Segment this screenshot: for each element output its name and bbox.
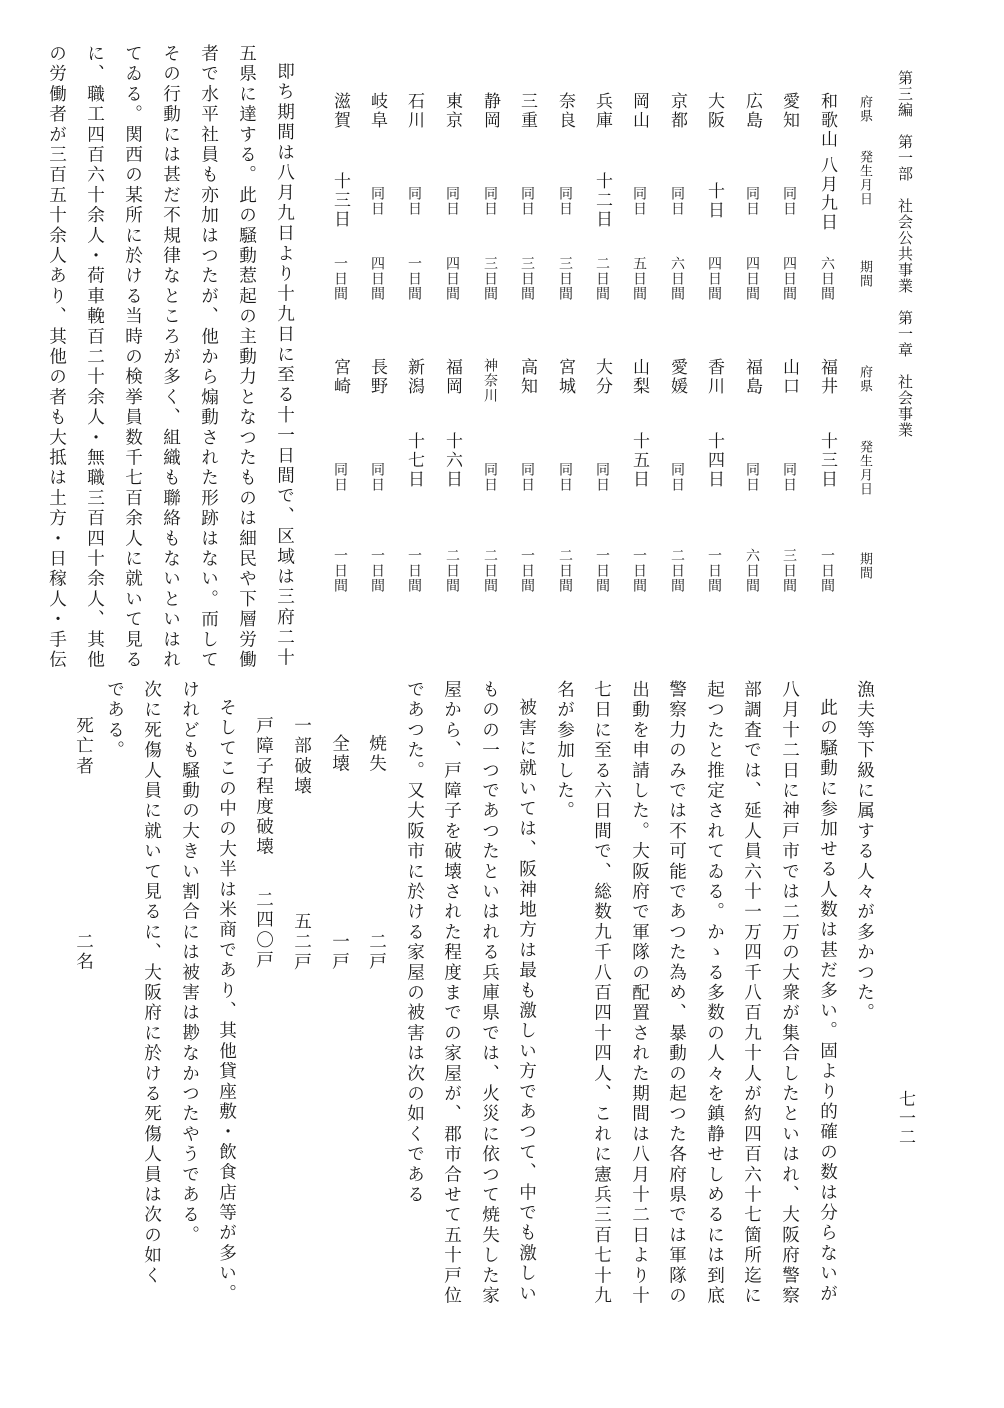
text-line: 名が参加した。 bbox=[554, 680, 575, 822]
damage-value: 二戸 bbox=[366, 932, 387, 973]
table-cell: 京都 bbox=[667, 92, 687, 130]
table-cell: 東京 bbox=[442, 92, 462, 130]
table-cell: 六日間 bbox=[744, 548, 760, 593]
table-cell: 愛知 bbox=[779, 92, 799, 130]
table-cell: 奈良 bbox=[555, 92, 575, 130]
table-cell: 二日間 bbox=[557, 548, 573, 593]
text-line: てゐる。関西の某所に於ける当時の検挙員数千七百余人に就いて見る bbox=[122, 44, 143, 671]
table-header-date-2: 発生月日 bbox=[857, 440, 872, 496]
text-line: 漁夫等下級に属する人々が多かつた。 bbox=[854, 680, 875, 1024]
table-cell: 同日 bbox=[669, 462, 685, 492]
table-cell: 十三日 bbox=[330, 172, 350, 229]
table-cell: 同日 bbox=[369, 462, 385, 492]
table-header-period-2: 期間 bbox=[857, 552, 872, 580]
table-cell: 同日 bbox=[482, 186, 498, 216]
table-cell: 大阪 bbox=[704, 92, 724, 130]
table-cell: 一日間 bbox=[332, 256, 348, 301]
table-cell: 二日間 bbox=[482, 548, 498, 593]
damage-label: 一部破壊 bbox=[291, 716, 312, 797]
table-cell: 同日 bbox=[444, 186, 460, 216]
table-cell: 新潟 bbox=[404, 358, 424, 396]
table-cell: 福島 bbox=[742, 358, 762, 396]
table-cell: 八月九日 bbox=[817, 156, 837, 232]
table-cell: 三日間 bbox=[557, 256, 573, 301]
table-cell: 十二日 bbox=[592, 172, 612, 229]
table-cell: 山口 bbox=[779, 358, 799, 396]
table-cell: 同日 bbox=[744, 186, 760, 216]
damage-label: 戸障子程度破壊 bbox=[253, 716, 274, 858]
table-cell: 同日 bbox=[669, 186, 685, 216]
table-cell: 一日間 bbox=[819, 548, 835, 593]
table-cell: 滋賀 bbox=[330, 92, 350, 130]
table-cell: 同日 bbox=[557, 462, 573, 492]
table-cell: 一日間 bbox=[631, 548, 647, 593]
text-line: けれども騒動の大きい割合には被害は尠なかつたやうである。 bbox=[179, 680, 200, 1246]
table-cell: 十日 bbox=[704, 182, 724, 220]
table-cell: 四日間 bbox=[781, 256, 797, 301]
text-line: 即ち期間は八月九日より十九日に至る十一日間で、区域は三府二十 bbox=[274, 62, 295, 668]
damage-label: 焼失 bbox=[366, 734, 387, 775]
text-line: 起つたと推定されてゐる。かゝる多数の人々を鎮静せしめるには到底 bbox=[704, 680, 725, 1307]
table-cell: 一日間 bbox=[519, 548, 535, 593]
table-cell: 二日間 bbox=[444, 548, 460, 593]
text-line: ものの一つであつたといはれる兵庫県では、火災に依つて焼失した家 bbox=[479, 680, 500, 1307]
table-cell: 石川 bbox=[404, 92, 424, 130]
text-line: 此の騒動に参加せる人数は甚だ多い。固より的確の数は分らないが bbox=[817, 698, 838, 1304]
table-cell: 三日間 bbox=[519, 256, 535, 301]
text-line: 屋から、戸障子を破壊された程度までの家屋が、郡市合せて五十戸位 bbox=[441, 680, 462, 1307]
text-line: である。 bbox=[104, 680, 125, 761]
damage-value: 五二戸 bbox=[291, 912, 312, 973]
table-cell: 十五日 bbox=[629, 432, 649, 489]
table-cell: 同日 bbox=[744, 462, 760, 492]
table-cell: 山梨 bbox=[629, 358, 649, 396]
table-cell: 岐阜 bbox=[367, 92, 387, 130]
text-line: 警察力のみでは不可能であつた為め、暴動の起つた各府県では軍隊の bbox=[666, 680, 687, 1307]
text-line: 被害に就いては、阪神地方は最も激しい方であつて、中でも激しい bbox=[516, 698, 537, 1304]
table-cell: 福井 bbox=[817, 358, 837, 396]
table-cell: 同日 bbox=[781, 462, 797, 492]
text-line: 五県に達する。此の騒動惹起の主動力となつたものは細民や下層労働 bbox=[236, 44, 257, 671]
table-cell: 一日間 bbox=[706, 548, 722, 593]
text-line: 出動を申請した。大阪府で軍隊の配置された期間は八月十二日より十 bbox=[629, 680, 650, 1307]
table-cell: 一日間 bbox=[594, 548, 610, 593]
text-line: の労働者が三百五十余人あり、其他の者も大抵は土方・日稼人・手伝 bbox=[46, 44, 67, 671]
table-cell: 静岡 bbox=[480, 92, 500, 130]
table-header-date: 発生月日 bbox=[857, 150, 872, 206]
table-cell: 一日間 bbox=[332, 548, 348, 593]
table-cell: 四日間 bbox=[744, 256, 760, 301]
text-line: 部調査では、延人員六十一万四千八百九十人が約四百六十七箇所迄に bbox=[741, 680, 762, 1307]
table-cell: 岡山 bbox=[629, 92, 649, 130]
table-cell: 愛媛 bbox=[667, 358, 687, 396]
table-cell: 同日 bbox=[519, 186, 535, 216]
damage-value: 一戸 bbox=[329, 932, 350, 973]
table-cell: 三重 bbox=[517, 92, 537, 130]
table-cell: 一日間 bbox=[369, 548, 385, 593]
table-cell: 六日間 bbox=[819, 256, 835, 301]
table-cell: 大分 bbox=[592, 358, 612, 396]
text-line: そしてこの中の大半は米商であり、其他貸座敷・飲食店等が多い。 bbox=[216, 698, 237, 1304]
table-cell: 二日間 bbox=[594, 256, 610, 301]
table-cell: 同日 bbox=[631, 186, 647, 216]
table-cell: 広島 bbox=[742, 92, 762, 130]
table-cell: 十三日 bbox=[817, 432, 837, 489]
text-line: 次に死傷人員に就いて見るに、大阪府に於ける死傷人員は次の如く bbox=[141, 680, 162, 1286]
text-line: 八月十二日に神戸市では二万の大衆が集合したといはれ、大阪府警察 bbox=[779, 680, 800, 1307]
table-cell: 十四日 bbox=[704, 432, 724, 489]
table-cell: 三日間 bbox=[781, 548, 797, 593]
table-cell: 兵庫 bbox=[592, 92, 612, 130]
text-line: に、職工四百六十余人・荷車輓百二十余人・無職三百四十余人、其他 bbox=[84, 44, 105, 671]
table-cell: 十六日 bbox=[442, 432, 462, 489]
damage-value: 二四〇戸 bbox=[253, 890, 274, 971]
table-cell: 五日間 bbox=[631, 256, 647, 301]
table-cell: 一日間 bbox=[406, 548, 422, 593]
table-cell: 四日間 bbox=[706, 256, 722, 301]
table-cell: 宮崎 bbox=[330, 358, 350, 396]
casualty-label: 死亡者 bbox=[73, 716, 94, 777]
text-line: であつた。又大阪市に於ける家屋の被害は次の如くである bbox=[404, 680, 425, 1206]
table-cell: 神奈川 bbox=[482, 358, 498, 403]
table-cell: 一日間 bbox=[406, 256, 422, 301]
table-cell: 同日 bbox=[482, 462, 498, 492]
table-cell: 同日 bbox=[369, 186, 385, 216]
table-cell: 同日 bbox=[781, 186, 797, 216]
running-header: 第三編 第一部 社会公共事業 第一章 社会事業 bbox=[896, 70, 914, 438]
table-cell: 同日 bbox=[557, 186, 573, 216]
text-line: 者で水平社員も亦加はつたが、他から煽動された形跡はない。而して bbox=[198, 44, 219, 671]
table-cell: 高知 bbox=[517, 358, 537, 396]
table-cell: 香川 bbox=[704, 358, 724, 396]
table-cell: 同日 bbox=[332, 462, 348, 492]
table-cell: 福岡 bbox=[442, 358, 462, 396]
table-cell: 同日 bbox=[406, 186, 422, 216]
page-number: 七一二 bbox=[895, 1090, 915, 1147]
casualty-value: 二名 bbox=[73, 932, 94, 973]
table-cell: 六日間 bbox=[669, 256, 685, 301]
table-cell: 四日間 bbox=[444, 256, 460, 301]
text-line: その行動には甚だ不規律なところが多く、組織も聯絡もないといはれ bbox=[160, 44, 181, 671]
damage-label: 全壊 bbox=[329, 734, 350, 775]
table-cell: 三日間 bbox=[482, 256, 498, 301]
table-header-prefecture-2: 府県 bbox=[857, 365, 872, 393]
table-cell: 同日 bbox=[519, 462, 535, 492]
table-cell: 長野 bbox=[367, 358, 387, 396]
table-cell: 宮城 bbox=[555, 358, 575, 396]
table-cell: 同日 bbox=[594, 462, 610, 492]
table-header-period: 期間 bbox=[857, 260, 872, 288]
table-header-prefecture: 府県 bbox=[857, 95, 872, 123]
text-line: 七日に至る六日間で、総数九千八百四十四人、これに憲兵三百七十九 bbox=[591, 680, 612, 1307]
table-cell: 和歌山 bbox=[817, 92, 837, 149]
table-cell: 十七日 bbox=[404, 432, 424, 489]
table-cell: 四日間 bbox=[369, 256, 385, 301]
table-cell: 二日間 bbox=[669, 548, 685, 593]
